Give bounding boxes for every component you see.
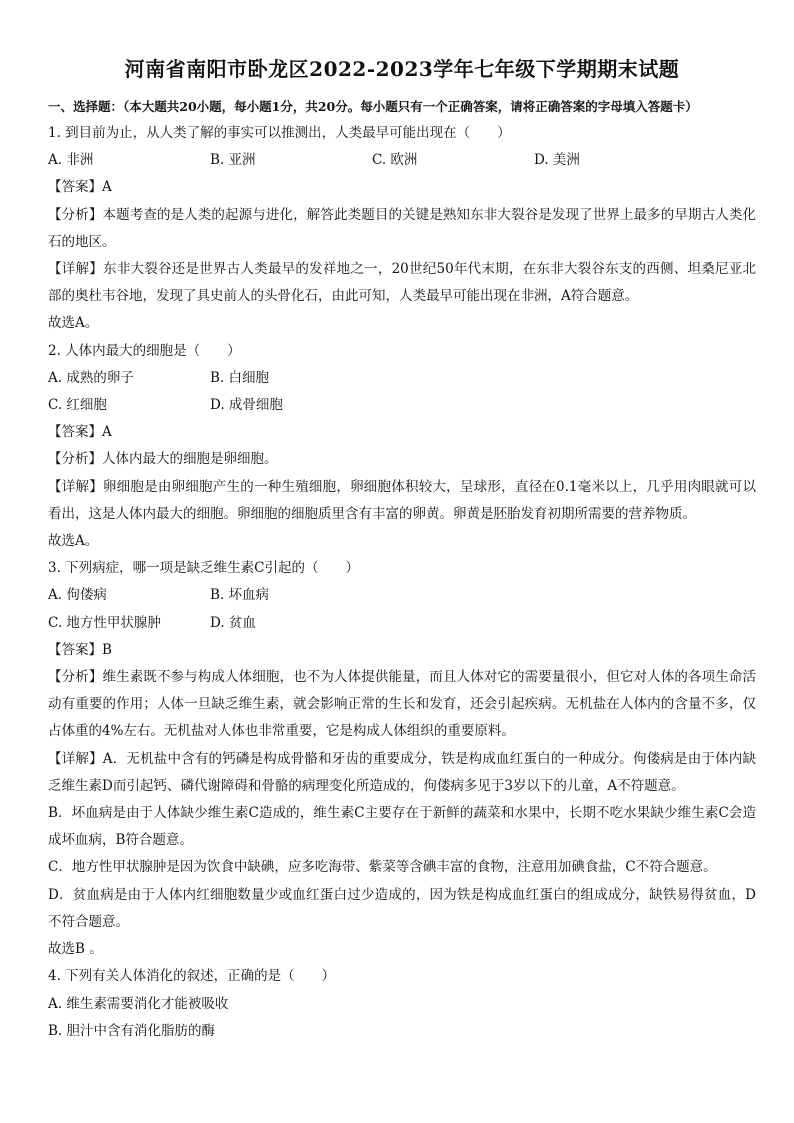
answer: 【答案】A: [48, 424, 112, 441]
analysis: 【分析】维生素既不参与构成人体细胞，也不为人体提供能量，而且人体对它的需要量很小，但它对人体的各项生命活动有重要的作用；人体一旦缺乏维生素，就会影响正常的生长和发育，还会引起疾病。无机盐在人体内的含量不多，仅占体重的4%左右。无机盐对人体也非常重要，它是构成人体组织的重要原料。: [48, 669, 756, 740]
question-3: [48, 555, 756, 963]
conclusion: 故选A。: [48, 315, 99, 332]
option-a: A. 非洲: [48, 152, 94, 169]
detail-c: C．地方性甲状腺肿是因为饮食中缺碘，应多吃海带、紫菜等含碘丰富的食物，注意用加碘食盐，C不符合题意。: [48, 859, 717, 876]
options-row: [48, 392, 756, 419]
options-row: [48, 610, 756, 637]
option-c: C. 红细胞: [48, 397, 107, 414]
question-2: [48, 338, 756, 556]
option-a: A. 维生素需要消化才能被吸收: [48, 995, 229, 1012]
option-a: A. 成熟的卵子: [48, 369, 134, 386]
detail: 【详解】东非大裂谷还是世界古人类最早的发祥地之一，20世纪50年代末期，在东非大裂谷东支的西侧、坦桑尼亚北部的奥杜韦谷地，发现了具史前人的头骨化石，由此可知，人类最早可能出现在非洲，A符合题意。: [48, 261, 756, 305]
answer: 【答案】A: [48, 179, 112, 196]
analysis: 【分析】本题考查的是人类的起源与进化，解答此类题目的关键是熟知东非大裂谷是发现了世界上最多的早期古人类化石的地区。: [48, 206, 756, 250]
option-b: B. 亚洲: [210, 152, 256, 169]
detail-a: 【详解】A．无机盐中含有的钙磷是构成骨骼和牙齿的重要成分，铁是构成血红蛋白的一种成分。佝偻病是由于体内缺乏维生素D而引起钙、磷代谢障碍和骨骼的病理变化所造成的，佝偻病多见于3岁以下的儿童，A不符题意。: [48, 750, 756, 794]
options-row: [48, 582, 756, 609]
option-d: D. 贫血: [210, 614, 256, 631]
detail: 【详解】卵细胞是由卵细胞产生的一种生殖细胞，卵细胞体积较大，呈球形，直径在0.1毫米以上，几乎用肉眼就可以看出，这是人体内最大的细胞。卵细胞的细胞质里含有丰富的卵黄。卵黄是胚胎发育初期所需要的营养物质。: [48, 478, 756, 522]
option-c: C. 地方性甲状腺肿: [48, 614, 161, 631]
question-stem: 2. 人体内最大的细胞是（ ）: [48, 342, 241, 359]
page-title: 河南省南阳市卧龙区2022-2023学年七年级下学期期末试题: [124, 57, 680, 81]
conclusion: 故选B 。: [48, 941, 103, 958]
option-b: B. 胆汁中含有消化脂肪的酶: [48, 1022, 216, 1039]
options-row: [48, 365, 756, 392]
analysis: 【分析】人体内最大的细胞是卵细胞。: [48, 451, 278, 468]
option-b: B. 坏血病: [210, 587, 270, 604]
options-row: [48, 147, 756, 174]
conclusion: 故选A。: [48, 533, 99, 550]
question-1: [48, 120, 756, 338]
question-stem: 3. 下列病症，哪一项是缺乏维生素C引起的（ ）: [48, 560, 360, 577]
detail-b: B．坏血病是由于人体缺少维生素C造成的，维生素C主要存在于新鲜的蔬菜和水果中，长期不吃水果缺少维生素C会造成坏血病，B符合题意。: [48, 805, 756, 849]
question-stem: 4. 下列有关人体消化的叙述，正确的是（ ）: [48, 968, 336, 985]
question-stem: 1. 到目前为止，从人类了解的事实可以推测出，人类最早可能出现在（ ）: [48, 125, 511, 141]
detail-d: D．贫血病是由于人体内红细胞数量少或血红蛋白过少造成的，因为铁是构成血红蛋白的组成成分，缺铁易得贫血，D不符合题意。: [48, 886, 756, 930]
answer: 【答案】B: [48, 641, 112, 658]
option-a: A. 佝偻病: [48, 587, 107, 604]
section-heading: 一、选择题：（本大题共20小题，每小题1分，共20分。每小题只有一个正确答案，请将正确答案的字母填入答题卡）: [48, 99, 698, 114]
option-c: C. 欧洲: [372, 152, 418, 169]
option-d: D. 美洲: [534, 152, 580, 169]
question-4: [48, 963, 756, 1045]
option-b: B. 白细胞: [210, 369, 270, 386]
option-d: D. 成骨细胞: [210, 397, 283, 414]
